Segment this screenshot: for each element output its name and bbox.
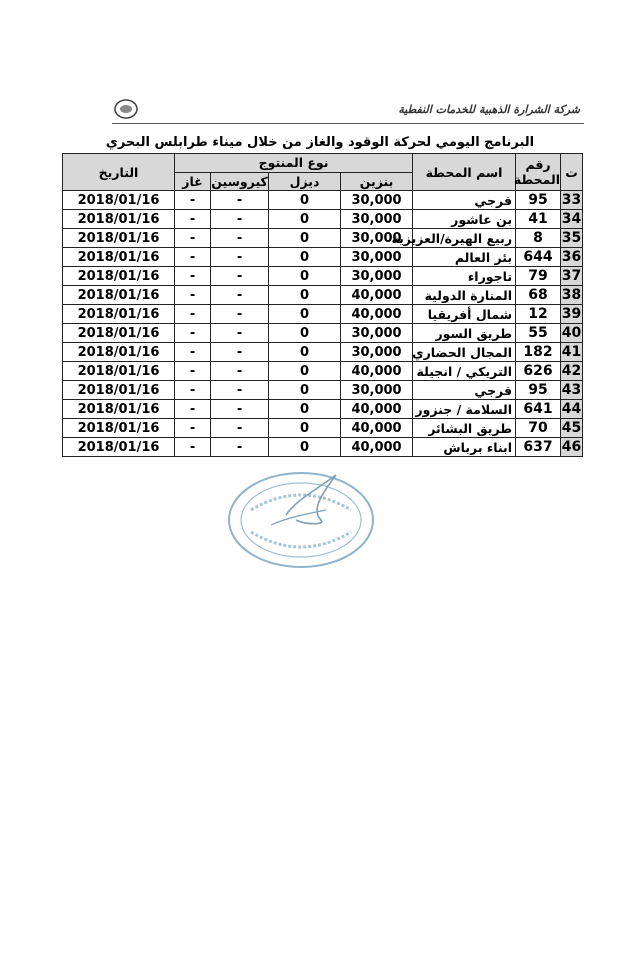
- row-gas: -: [175, 419, 211, 438]
- row-gas: -: [175, 286, 211, 305]
- table-row: [63, 343, 583, 362]
- row-kerosene: -: [211, 324, 269, 343]
- header-diesel: ديزل: [269, 172, 341, 191]
- row-petrol: 40,000: [341, 305, 413, 324]
- company-name: شركة الشرارة الذهبية للخدمات النفطية: [398, 103, 580, 116]
- row-diesel: 0: [269, 229, 341, 248]
- row-date: 2018/01/16: [63, 438, 175, 457]
- row-station-no: 12: [516, 305, 561, 324]
- header-kerosene: كيروسين: [211, 173, 268, 189]
- row-kerosene: -: [211, 191, 269, 210]
- row-date: 2018/01/16: [63, 362, 175, 381]
- row-gas: -: [175, 381, 211, 400]
- table-row: [63, 229, 583, 248]
- row-station-name: تاجوراء: [413, 267, 516, 286]
- row-seq: 44: [561, 400, 582, 417]
- row-diesel: 0: [269, 400, 341, 419]
- row-diesel: 0: [269, 191, 341, 210]
- row-seq: 37: [561, 267, 582, 284]
- row-diesel: 0: [269, 438, 341, 457]
- row-seq: 38: [561, 286, 582, 303]
- row-petrol: 30,000: [341, 381, 413, 400]
- row-petrol: 30,000: [341, 324, 413, 343]
- row-kerosene: -: [211, 381, 269, 400]
- row-petrol: 30,000: [341, 267, 413, 286]
- row-station-no: 68: [516, 286, 561, 305]
- row-station-no: 644: [516, 248, 561, 267]
- row-station-name: بئر العالم: [413, 248, 516, 267]
- row-kerosene: -: [211, 248, 269, 267]
- row-gas: -: [175, 305, 211, 324]
- company-logo: [113, 98, 139, 120]
- header-date: التاريخ: [63, 154, 175, 191]
- row-kerosene: -: [211, 229, 269, 248]
- row-gas: -: [175, 248, 211, 267]
- row-gas: -: [175, 343, 211, 362]
- document-title: البرنامج اليومي لحركة الوقود والغاز من خلال ميناء طرابلس البحري: [105, 135, 535, 150]
- table-row: [63, 362, 583, 381]
- row-diesel: 0: [269, 419, 341, 438]
- table-row: [63, 248, 583, 267]
- header-gas: غاز: [175, 172, 211, 191]
- row-station-name: السلامة / جنزور: [413, 400, 516, 419]
- row-seq: 34: [561, 210, 582, 227]
- table-row: [63, 210, 583, 229]
- header-seq: ت: [561, 154, 583, 191]
- row-seq: 33: [561, 191, 582, 208]
- table-row: [63, 191, 583, 210]
- row-gas: -: [175, 229, 211, 248]
- fuel-schedule-table: [62, 153, 583, 457]
- row-gas: -: [175, 210, 211, 229]
- table-row: [63, 400, 583, 419]
- row-petrol: 40,000: [341, 362, 413, 381]
- row-station-name: ربيع الهيرة/العزيزية: [413, 229, 516, 248]
- row-gas: -: [175, 191, 211, 210]
- row-date: 2018/01/16: [63, 210, 175, 229]
- header-petrol: بنزين: [341, 172, 413, 191]
- row-date: 2018/01/16: [63, 419, 175, 438]
- row-date: 2018/01/16: [63, 191, 175, 210]
- table-row: [63, 419, 583, 438]
- row-gas: -: [175, 438, 211, 457]
- row-station-no: 637: [516, 438, 561, 457]
- row-station-name: المجال الحضاري: [413, 343, 516, 362]
- row-gas: -: [175, 324, 211, 343]
- row-petrol: 40,000: [341, 419, 413, 438]
- table-row: [63, 381, 583, 400]
- row-seq: 35: [561, 229, 582, 246]
- row-seq: 39: [561, 305, 582, 322]
- row-station-name: التريكي / انجيلة: [413, 362, 516, 381]
- header-station-no: رقم المحطة: [516, 154, 561, 191]
- row-diesel: 0: [269, 381, 341, 400]
- row-seq: 45: [561, 419, 582, 436]
- row-gas: -: [175, 400, 211, 419]
- header-station-name: اسم المحطة: [413, 154, 516, 191]
- row-diesel: 0: [269, 248, 341, 267]
- row-kerosene: -: [211, 362, 269, 381]
- row-station-no: 8: [516, 229, 561, 248]
- row-diesel: 0: [269, 305, 341, 324]
- row-kerosene: -: [211, 305, 269, 324]
- row-date: 2018/01/16: [63, 267, 175, 286]
- row-seq: 43: [561, 381, 582, 398]
- row-station-name: المنارة الدولية: [413, 286, 516, 305]
- table-row: [63, 267, 583, 286]
- row-kerosene: -: [211, 400, 269, 419]
- row-kerosene: -: [211, 267, 269, 286]
- row-station-name: قرجي: [413, 381, 516, 400]
- row-diesel: 0: [269, 362, 341, 381]
- row-station-no: 55: [516, 324, 561, 343]
- row-station-no: 626: [516, 362, 561, 381]
- header-rule: [112, 123, 584, 124]
- row-diesel: 0: [269, 343, 341, 362]
- row-station-name: طريق البشائر: [413, 419, 516, 438]
- row-petrol: 40,000: [341, 286, 413, 305]
- row-station-no: 79: [516, 267, 561, 286]
- row-petrol: 30,000: [341, 248, 413, 267]
- header-product-type: نوع المنتوج: [175, 154, 413, 173]
- row-station-name: شمال أفريقيا: [413, 305, 516, 324]
- row-station-no: 41: [516, 210, 561, 229]
- row-date: 2018/01/16: [63, 400, 175, 419]
- row-kerosene: -: [211, 210, 269, 229]
- row-petrol: 30,000: [341, 343, 413, 362]
- row-kerosene: -: [211, 419, 269, 438]
- row-kerosene: -: [211, 286, 269, 305]
- row-station-no: 182: [516, 343, 561, 362]
- row-date: 2018/01/16: [63, 305, 175, 324]
- row-station-name: طريق السور: [413, 324, 516, 343]
- row-kerosene: -: [211, 343, 269, 362]
- row-petrol: 40,000: [341, 400, 413, 419]
- row-station-no: 641: [516, 400, 561, 419]
- row-diesel: 0: [269, 210, 341, 229]
- row-seq: 40: [561, 324, 582, 341]
- row-date: 2018/01/16: [63, 248, 175, 267]
- row-diesel: 0: [269, 286, 341, 305]
- row-gas: -: [175, 362, 211, 381]
- row-gas: -: [175, 267, 211, 286]
- row-diesel: 0: [269, 324, 341, 343]
- official-stamp: [226, 470, 376, 570]
- row-date: 2018/01/16: [63, 324, 175, 343]
- row-date: 2018/01/16: [63, 286, 175, 305]
- row-station-name: ابناء برباش: [413, 438, 516, 457]
- row-seq: 42: [561, 362, 582, 379]
- table-row: [63, 324, 583, 343]
- row-date: 2018/01/16: [63, 381, 175, 400]
- row-date: 2018/01/16: [63, 229, 175, 248]
- row-station-name: قرجي: [413, 191, 516, 210]
- table-row: [63, 286, 583, 305]
- row-petrol: 30,000: [341, 229, 413, 248]
- row-station-no: 95: [516, 381, 561, 400]
- row-date: 2018/01/16: [63, 343, 175, 362]
- row-station-no: 95: [516, 191, 561, 210]
- row-petrol: 30,000: [341, 191, 413, 210]
- row-petrol: 30,000: [341, 210, 413, 229]
- row-petrol: 40,000: [341, 438, 413, 457]
- table-row: [63, 305, 583, 324]
- row-station-no: 70: [516, 419, 561, 438]
- row-seq: 41: [561, 343, 582, 360]
- row-kerosene: -: [211, 438, 269, 457]
- table-row: [63, 438, 583, 457]
- row-diesel: 0: [269, 267, 341, 286]
- row-seq: 46: [561, 438, 582, 455]
- row-seq: 36: [561, 248, 582, 265]
- row-station-name: بن عاشور: [413, 210, 516, 229]
